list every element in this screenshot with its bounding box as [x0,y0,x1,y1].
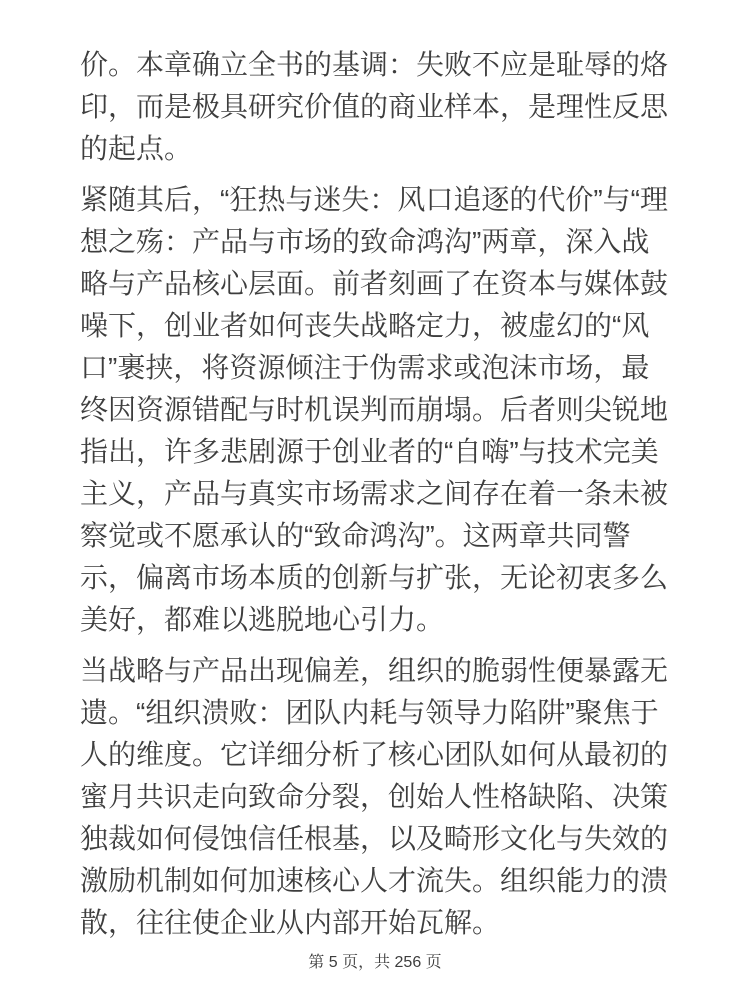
page-footer [0,953,750,973]
body-paragraph: 当战略与产品出现偏差，组织的脆弱性便暴露无遗。“组织溃败：团队内耗与领导力陷阱”聚焦于人的维度。它详细分析了核心团队如何从最初的蜜月共识走向致命分裂，创始人性格缺陷、决策独裁如何侵蚀信任根基，以及畸形文化与失效的激励机制如何加速核心人才流失。组织能力的溃散，往往使企业从内部开始瓦解。 [80,655,669,938]
body-paragraph: 价。本章确立全书的基调：失败不应是耻辱的烙印，而是极具研究价值的商业样本，是理性反思的起点。 [80,49,669,164]
page-indicator: 第 5 页，共 256 页 [308,954,442,971]
body-paragraph: 紧随其后，“狂热与迷失：风口追逐的代价”与“理想之殇：产品与市场的致命鸿沟”两章，深入战略与产品核心层面。前者刻画了在资本与媒体鼓噪下，创业者如何丧失战略定力，被虚幻的“风口”裹挟，将资源倾注于伪需求或泡沫市场，最终因资源错配与时机误判而崩塌。后者则尖锐地指出，许多悲剧源于创业者的“自嗨”与技术完美主义，产品与真实市场需求之间存在着一条未被察觉或不愿承认的“致命鸿沟”。这两章共同警示，偏离市场本质的创新与扩张，无论初衷多么美好，都难以逃脱地心引力。 [80,184,669,635]
